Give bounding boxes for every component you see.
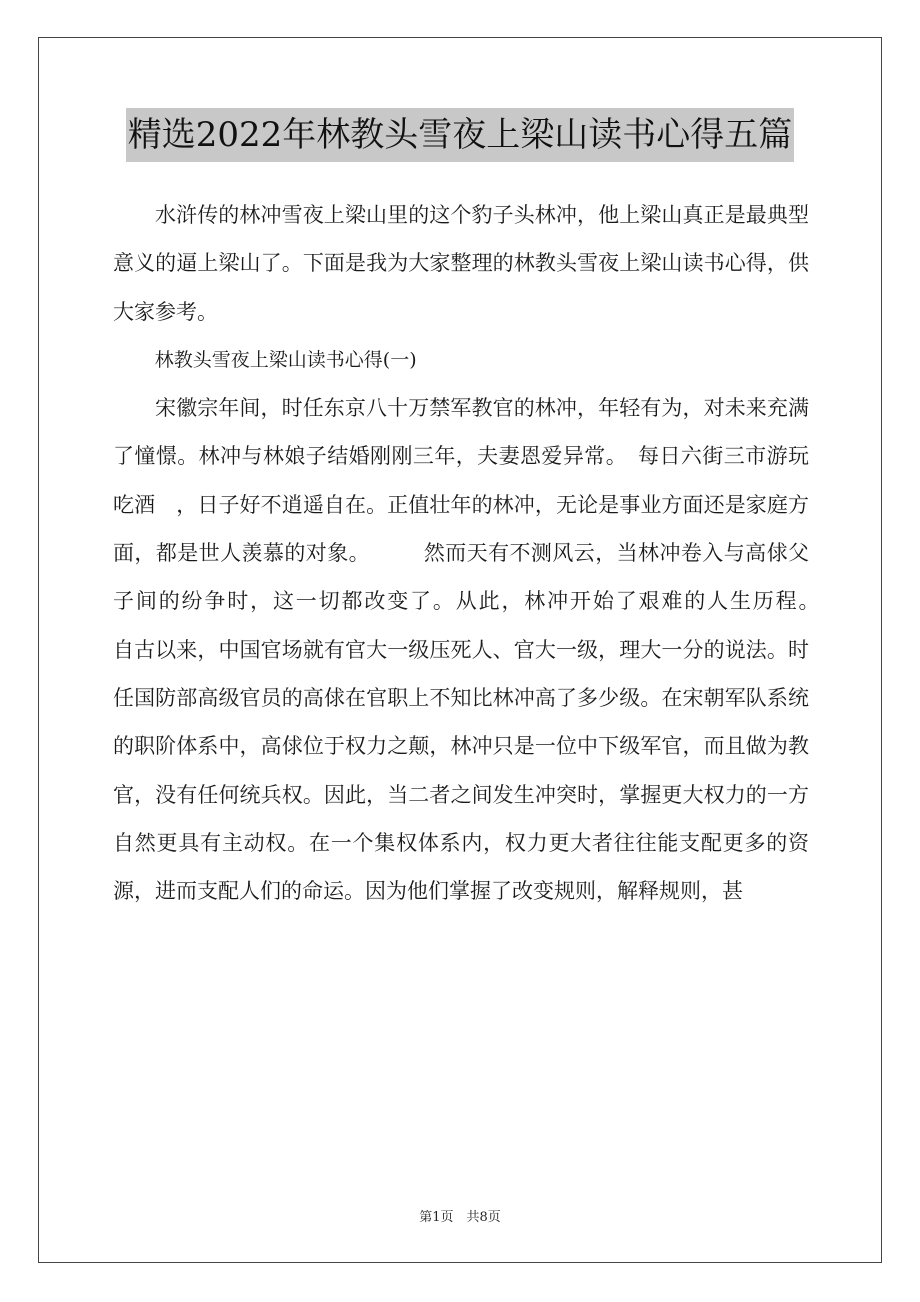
- title-wrap: [0, 108, 920, 162]
- page-footer: 第1页 共8页: [419, 1210, 501, 1225]
- document-body: [113, 191, 872, 915]
- document-title: 精选2022年林教头雪夜上梁山读书心得五篇: [126, 108, 795, 162]
- intro-paragraph: 水浒传的林冲雪夜上梁山里的这个豹子头林冲，他上梁山真正是最典型意义的逼上梁山了。下面是我为大家整理的林教头雪夜上梁山读书心得，供大家参考。: [113, 203, 809, 324]
- section-heading: 林教头雪夜上梁山读书心得(一): [154, 348, 417, 371]
- section-paragraph: 宋徽宗年间，时任东京八十万禁军教官的林冲，年轻有为，对未来充满了憧憬。林冲与林娘子结婚刚刚三年，夫妻恩爱异常。 每日六街三市游玩吃酒 ，日子好不逍遥自在。正值壮年的林冲，无论是事业方面还是家庭方面，都是世人羡慕的对象。 然而天有不测风云，当林冲卷入与高俅父子间的纷争时，这一切都改变了。从此，林冲开始了艰难的人生历程。 自古以来，中国官场就有官大一级压死人、官大一级，理大一分的说法。时任国防部高级官员的高俅在官职上不知比林冲高了多少级。在宋朝军队系统的职阶体系中，高俅位于权力之颠，林冲只是一位中下级军官，而且做为教官，没有任何统兵权。因此，当二者之间发生冲突时，掌握更大权力的一方自然更具有主动权。在一个集权体系内，权力更大者往往能支配更多的资源，进而支配人们的命运。因为他们掌握了改变规则，解释规则，甚: [113, 396, 872, 904]
